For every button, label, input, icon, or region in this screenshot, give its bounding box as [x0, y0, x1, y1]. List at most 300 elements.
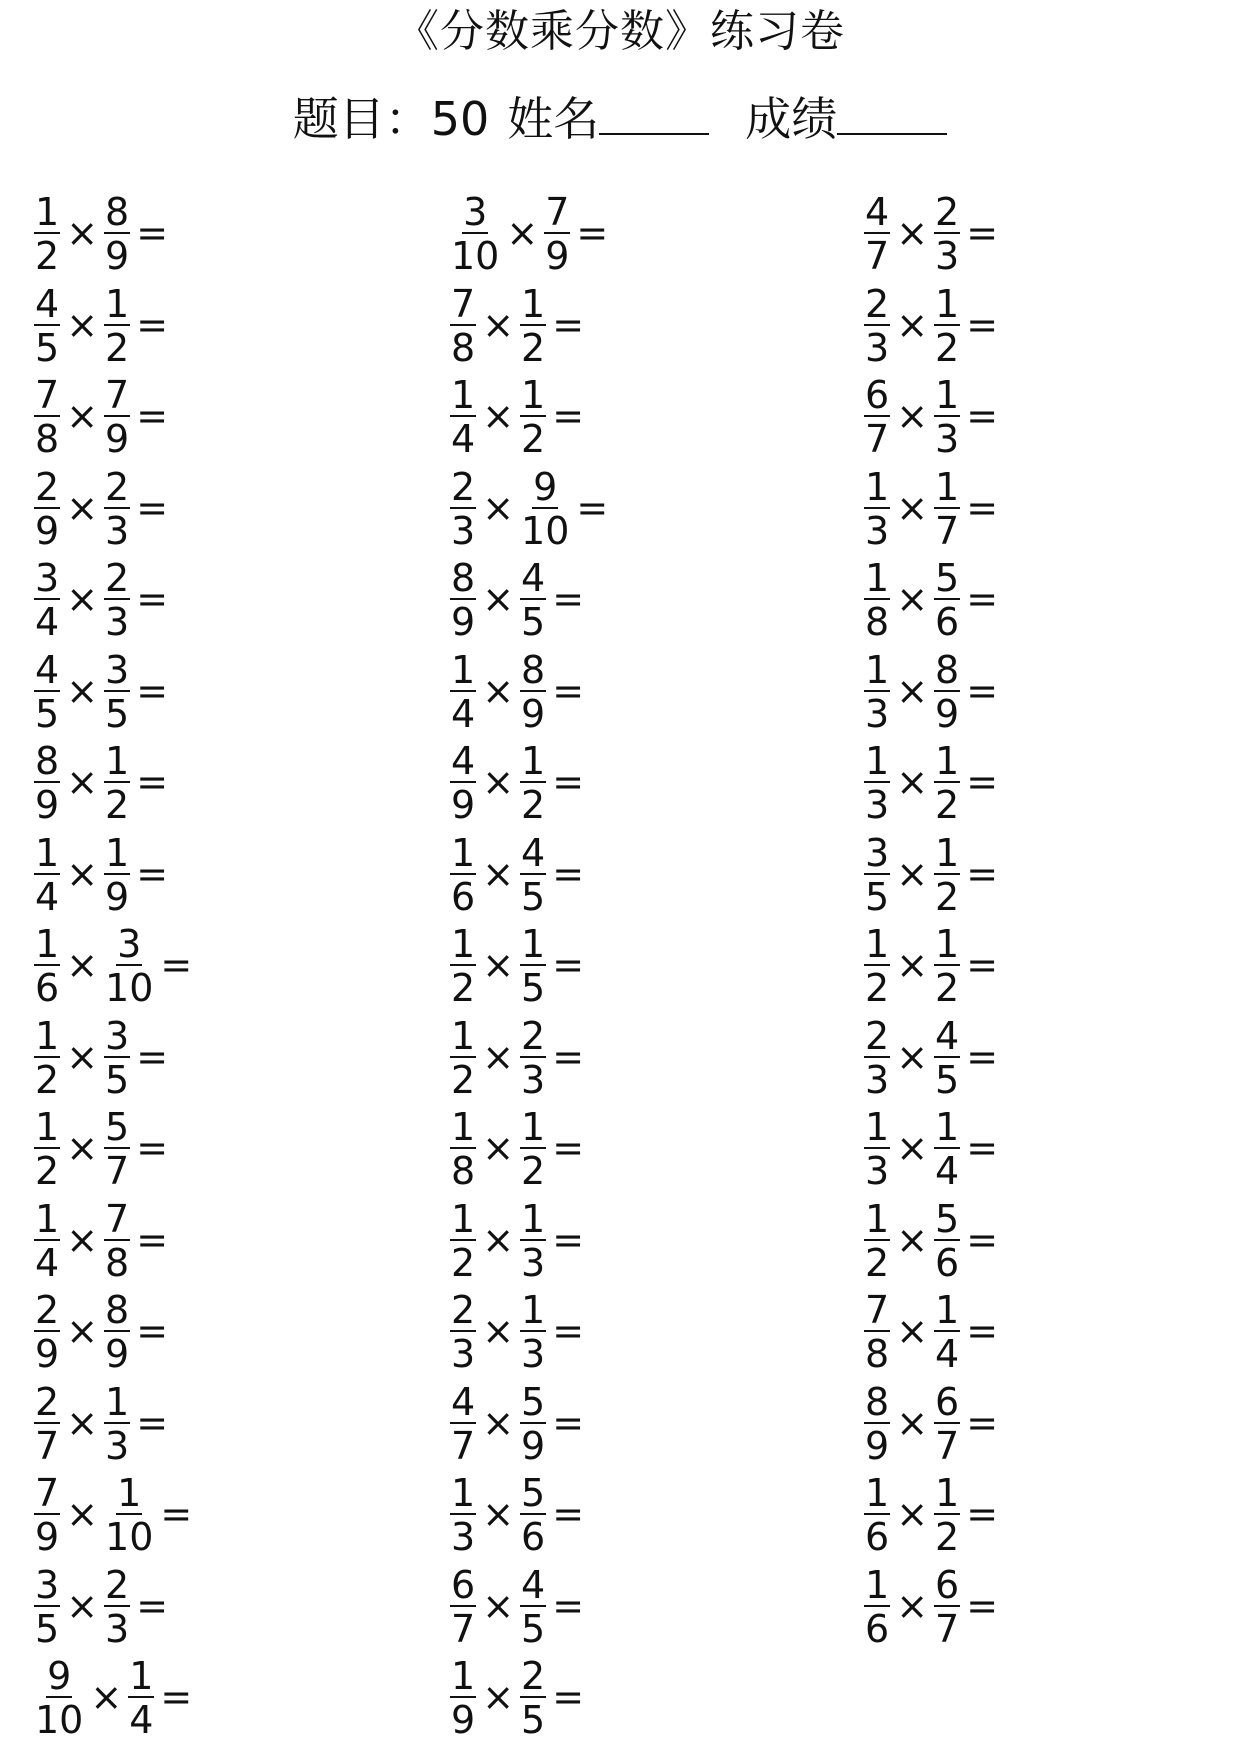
equals-sign: =	[552, 1675, 585, 1719]
denominator: 2	[35, 234, 60, 278]
numerator: 1	[35, 190, 60, 234]
score-label: 成绩	[745, 92, 838, 146]
fraction-left	[448, 647, 478, 736]
fraction-right	[932, 741, 962, 825]
equals-sign: =	[136, 1126, 169, 1170]
times-sign: ×	[896, 485, 929, 530]
fraction-right	[932, 1379, 962, 1468]
times-sign: ×	[482, 577, 515, 621]
times-sign: ×	[482, 668, 515, 713]
equals-sign: =	[136, 302, 169, 347]
score-blank[interactable]	[837, 93, 947, 135]
denominator: 9	[935, 691, 960, 736]
equals-sign: =	[966, 668, 999, 713]
numerator: 4	[865, 190, 890, 234]
denominator: 5	[521, 874, 546, 919]
denominator: 5	[35, 1606, 60, 1651]
fraction-right	[932, 464, 962, 553]
numerator: 2	[451, 464, 476, 509]
times-sign: ×	[896, 1217, 929, 1262]
times-sign: ×	[482, 943, 515, 987]
equals-sign: =	[136, 760, 169, 804]
fraction-right	[102, 1473, 156, 1557]
numerator: 1	[451, 1105, 476, 1149]
denominator: 8	[105, 1240, 130, 1285]
equals-sign: =	[136, 211, 169, 255]
equals-sign: =	[966, 1400, 999, 1445]
fraction-right	[518, 647, 548, 736]
numerator: 1	[105, 281, 130, 326]
fraction-left	[32, 192, 62, 276]
times-sign: ×	[896, 943, 929, 987]
equals-sign: =	[136, 1034, 169, 1079]
denominator: 5	[35, 325, 60, 370]
times-sign: ×	[896, 302, 929, 347]
numerator: 6	[451, 1562, 476, 1607]
numerator: 1	[451, 1654, 476, 1698]
equals-sign: =	[136, 1583, 169, 1628]
numerator: 6	[935, 1562, 960, 1607]
problem-item	[448, 1473, 828, 1565]
denominator: 6	[935, 1240, 960, 1285]
problem-item	[862, 1196, 1240, 1291]
fraction-left	[448, 741, 478, 825]
problem-column-2	[448, 192, 828, 1748]
times-sign: ×	[482, 394, 515, 438]
fraction-right	[102, 558, 132, 642]
denominator: 9	[35, 1515, 60, 1559]
denominator: 2	[105, 325, 130, 370]
denominator: 2	[451, 1057, 476, 1102]
fraction-left	[32, 1013, 62, 1102]
numerator: 7	[451, 281, 476, 326]
fraction-left	[32, 1196, 62, 1285]
problem-item	[862, 1379, 1240, 1474]
fraction-right	[932, 1473, 962, 1557]
equals-sign: =	[552, 943, 585, 987]
equals-sign: =	[136, 485, 169, 530]
fraction-left	[448, 281, 478, 370]
times-sign: ×	[66, 760, 99, 804]
fraction-left	[448, 1379, 478, 1468]
equals-sign: =	[136, 1309, 169, 1353]
denominator: 3	[105, 508, 130, 553]
times-sign: ×	[90, 1675, 123, 1719]
denominator: 2	[935, 1515, 960, 1559]
numerator: 4	[521, 830, 546, 875]
problem-item	[862, 1290, 1240, 1382]
problem-item	[448, 1196, 828, 1291]
denominator: 4	[35, 600, 60, 644]
denominator: 5	[105, 691, 130, 736]
fraction-left	[32, 281, 62, 370]
fraction-right	[518, 375, 548, 459]
denominator: 8	[865, 600, 890, 644]
times-sign: ×	[66, 1492, 99, 1536]
numerator: 1	[865, 739, 890, 783]
fraction-left	[862, 375, 892, 459]
denominator: 7	[935, 1606, 960, 1651]
denominator: 8	[451, 325, 476, 370]
equals-sign: =	[552, 1492, 585, 1536]
fraction-right	[518, 830, 548, 919]
equals-sign: =	[966, 1126, 999, 1170]
fraction-right	[102, 830, 132, 919]
equals-sign: =	[160, 943, 193, 987]
problem-item	[32, 1013, 412, 1108]
equals-sign: =	[160, 1675, 193, 1719]
denominator: 9	[451, 600, 476, 644]
equals-sign: =	[552, 668, 585, 713]
denominator: 2	[521, 325, 546, 370]
fraction-right	[102, 281, 132, 370]
numerator: 1	[865, 1196, 890, 1241]
times-sign: ×	[66, 394, 99, 438]
numerator: 1	[451, 830, 476, 875]
denominator: 8	[865, 1332, 890, 1376]
numerator: 7	[35, 373, 60, 417]
numerator: 1	[521, 1288, 546, 1332]
fraction-right	[102, 647, 132, 736]
times-sign: ×	[482, 485, 515, 530]
numerator: 1	[451, 1471, 476, 1515]
numerator: 1	[451, 1013, 476, 1058]
problem-item	[448, 1379, 828, 1474]
problem-item	[448, 464, 828, 559]
numerator: 1	[865, 1471, 890, 1515]
fraction-right	[932, 924, 962, 1008]
numerator: 8	[35, 739, 60, 783]
denominator: 3	[935, 234, 960, 278]
times-sign: ×	[482, 1400, 515, 1445]
numerator: 1	[935, 281, 960, 326]
denominator: 4	[129, 1698, 154, 1742]
fraction-left	[862, 1196, 892, 1285]
problem-item	[862, 464, 1240, 559]
numerator: 1	[105, 830, 130, 875]
fraction-right	[932, 1107, 962, 1191]
fraction-right	[102, 1196, 132, 1285]
equals-sign: =	[966, 760, 999, 804]
denominator: 5	[35, 691, 60, 736]
fraction-left	[862, 558, 892, 642]
fraction-left	[862, 924, 892, 1008]
fraction-right	[102, 1379, 132, 1468]
problem-item	[448, 1656, 828, 1748]
problem-item	[32, 830, 412, 925]
problem-item	[448, 741, 828, 833]
fraction-right	[932, 281, 962, 370]
times-sign: ×	[482, 302, 515, 347]
numerator: 8	[521, 647, 546, 692]
times-sign: ×	[896, 1400, 929, 1445]
numerator: 5	[105, 1105, 130, 1149]
name-blank[interactable]	[599, 93, 709, 135]
fraction-right	[932, 647, 962, 736]
numerator: 1	[935, 830, 960, 875]
numerator: 1	[865, 556, 890, 600]
numerator: 3	[463, 190, 488, 234]
name-label: 姓名	[507, 92, 600, 146]
problem-item	[862, 558, 1240, 650]
denominator: 8	[451, 1149, 476, 1193]
fraction-left	[32, 924, 62, 1008]
times-sign: ×	[66, 1583, 99, 1628]
numerator: 7	[865, 1288, 890, 1332]
times-sign: ×	[482, 1675, 515, 1719]
times-sign: ×	[66, 943, 99, 987]
denominator: 5	[521, 966, 546, 1010]
times-sign: ×	[482, 1126, 515, 1170]
denominator: 9	[35, 783, 60, 827]
denominator: 2	[521, 783, 546, 827]
numerator: 1	[935, 373, 960, 417]
denominator: 10	[105, 1515, 154, 1559]
times-sign: ×	[482, 851, 515, 896]
denominator: 9	[865, 1423, 890, 1468]
denominator: 5	[935, 1057, 960, 1102]
numerator: 2	[865, 1013, 890, 1058]
numerator: 8	[451, 556, 476, 600]
denominator: 2	[451, 1240, 476, 1285]
numerator: 1	[865, 1105, 890, 1149]
numerator: 4	[935, 1013, 960, 1058]
denominator: 4	[451, 691, 476, 736]
fraction-left	[32, 558, 62, 642]
equals-sign: =	[966, 211, 999, 255]
fraction-left	[862, 830, 892, 919]
fraction-left	[448, 924, 478, 1008]
problem-item	[448, 830, 828, 925]
denominator: 7	[451, 1423, 476, 1468]
denominator: 2	[105, 783, 130, 827]
denominator: 9	[35, 508, 60, 553]
denominator: 2	[35, 1149, 60, 1193]
times-sign: ×	[896, 1034, 929, 1079]
equals-sign: =	[136, 668, 169, 713]
problem-item	[448, 924, 828, 1016]
numerator: 6	[865, 373, 890, 417]
fraction-right	[518, 1290, 548, 1374]
denominator: 3	[935, 417, 960, 461]
fraction-left	[448, 192, 502, 276]
denominator: 2	[521, 417, 546, 461]
fraction-left	[32, 1107, 62, 1191]
problem-item	[32, 647, 412, 742]
fraction-right	[518, 1013, 548, 1102]
fraction-left	[862, 464, 892, 553]
fraction-right	[932, 1562, 962, 1651]
fraction-left	[448, 1107, 478, 1191]
equals-sign: =	[966, 1034, 999, 1079]
numerator: 9	[47, 1654, 72, 1698]
equals-sign: =	[966, 302, 999, 347]
numerator: 1	[35, 1105, 60, 1149]
times-sign: ×	[896, 760, 929, 804]
numerator: 1	[935, 1471, 960, 1515]
equals-sign: =	[552, 1034, 585, 1079]
fraction-right	[126, 1656, 156, 1740]
equals-sign: =	[966, 1492, 999, 1536]
fraction-right	[518, 1196, 548, 1285]
numerator: 1	[105, 739, 130, 783]
fraction-right	[102, 192, 132, 276]
denominator: 9	[105, 234, 130, 278]
times-sign: ×	[482, 1309, 515, 1353]
numerator: 1	[521, 281, 546, 326]
denominator: 5	[521, 1606, 546, 1651]
numerator: 1	[117, 1471, 142, 1515]
denominator: 3	[865, 325, 890, 370]
numerator: 1	[451, 1196, 476, 1241]
worksheet-info	[0, 88, 1240, 150]
equals-sign: =	[966, 1217, 999, 1262]
numerator: 1	[935, 464, 960, 509]
denominator: 5	[105, 1057, 130, 1102]
numerator: 7	[105, 1196, 130, 1241]
denominator: 7	[865, 417, 890, 461]
fraction-left	[32, 647, 62, 736]
equals-sign: =	[552, 760, 585, 804]
denominator: 10	[35, 1698, 84, 1742]
numerator: 3	[35, 556, 60, 600]
denominator: 9	[105, 874, 130, 919]
fraction-right	[518, 1379, 548, 1468]
denominator: 4	[35, 1240, 60, 1285]
denominator: 3	[521, 1057, 546, 1102]
numerator: 2	[105, 556, 130, 600]
denominator: 3	[105, 600, 130, 644]
denominator: 3	[865, 691, 890, 736]
problem-item	[862, 1473, 1240, 1565]
fraction-right	[102, 1562, 132, 1651]
denominator: 7	[935, 508, 960, 553]
numerator: 2	[35, 1379, 60, 1424]
times-sign: ×	[482, 1217, 515, 1262]
numerator: 3	[105, 1013, 130, 1058]
numerator: 1	[865, 647, 890, 692]
equals-sign: =	[552, 1217, 585, 1262]
equals-sign: =	[966, 394, 999, 438]
numerator: 4	[35, 281, 60, 326]
fraction-left	[448, 1013, 478, 1102]
problem-item	[32, 1656, 412, 1748]
equals-sign: =	[136, 394, 169, 438]
fraction-right	[932, 1290, 962, 1374]
fraction-left	[448, 558, 478, 642]
fraction-right	[518, 1473, 548, 1557]
numerator: 1	[521, 1105, 546, 1149]
times-sign: ×	[506, 211, 539, 255]
denominator: 2	[35, 1057, 60, 1102]
fraction-left	[32, 1562, 62, 1651]
numerator: 2	[935, 190, 960, 234]
fraction-left	[32, 1473, 62, 1557]
fraction-left	[448, 1473, 478, 1557]
fraction-right	[932, 192, 962, 276]
denominator: 6	[865, 1606, 890, 1651]
denominator: 9	[521, 691, 546, 736]
numerator: 4	[35, 647, 60, 692]
denominator: 10	[521, 508, 570, 553]
problem-column-3	[862, 192, 1240, 1656]
numerator: 2	[521, 1013, 546, 1058]
problem-item	[32, 1562, 412, 1657]
numerator: 1	[35, 922, 60, 966]
problem-item	[862, 647, 1240, 742]
equals-sign: =	[136, 1400, 169, 1445]
numerator: 2	[451, 1288, 476, 1332]
denominator: 7	[865, 234, 890, 278]
numerator: 1	[935, 1105, 960, 1149]
numerator: 1	[105, 1379, 130, 1424]
problem-count-value: 50	[430, 92, 490, 146]
problem-item	[862, 1562, 1240, 1657]
numerator: 9	[533, 464, 558, 509]
denominator: 9	[105, 417, 130, 461]
numerator: 1	[35, 830, 60, 875]
numerator: 4	[521, 556, 546, 600]
equals-sign: =	[576, 485, 609, 530]
times-sign: ×	[66, 302, 99, 347]
numerator: 2	[521, 1654, 546, 1698]
times-sign: ×	[66, 1034, 99, 1079]
times-sign: ×	[66, 851, 99, 896]
numerator: 1	[35, 1013, 60, 1058]
times-sign: ×	[896, 1309, 929, 1353]
fraction-left	[862, 741, 892, 825]
times-sign: ×	[896, 577, 929, 621]
numerator: 1	[521, 739, 546, 783]
numerator: 1	[865, 1562, 890, 1607]
denominator: 2	[935, 325, 960, 370]
times-sign: ×	[896, 1492, 929, 1536]
page-title: 《分数乘分数》练习卷	[395, 6, 845, 57]
fraction-right	[932, 830, 962, 919]
fraction-right	[932, 558, 962, 642]
numerator: 1	[865, 464, 890, 509]
fraction-left	[448, 375, 478, 459]
denominator: 8	[35, 417, 60, 461]
times-sign: ×	[66, 485, 99, 530]
numerator: 3	[865, 830, 890, 875]
problem-column-1	[32, 192, 412, 1748]
equals-sign: =	[966, 577, 999, 621]
fraction-left	[862, 1290, 892, 1374]
fraction-right	[102, 924, 156, 1008]
denominator: 3	[865, 1057, 890, 1102]
times-sign: ×	[896, 1126, 929, 1170]
denominator: 4	[451, 417, 476, 461]
times-sign: ×	[896, 668, 929, 713]
equals-sign: =	[136, 577, 169, 621]
numerator: 2	[35, 1288, 60, 1332]
times-sign: ×	[896, 851, 929, 896]
fraction-right	[518, 558, 548, 642]
equals-sign: =	[552, 302, 585, 347]
denominator: 6	[521, 1515, 546, 1559]
problem-item	[448, 647, 828, 742]
numerator: 2	[105, 464, 130, 509]
problem-item	[32, 192, 412, 284]
denominator: 6	[865, 1515, 890, 1559]
problem-item	[32, 1196, 412, 1291]
fraction-right	[102, 1290, 132, 1374]
times-sign: ×	[66, 1126, 99, 1170]
problem-item	[448, 1107, 828, 1199]
denominator: 6	[935, 600, 960, 644]
numerator: 1	[35, 1196, 60, 1241]
